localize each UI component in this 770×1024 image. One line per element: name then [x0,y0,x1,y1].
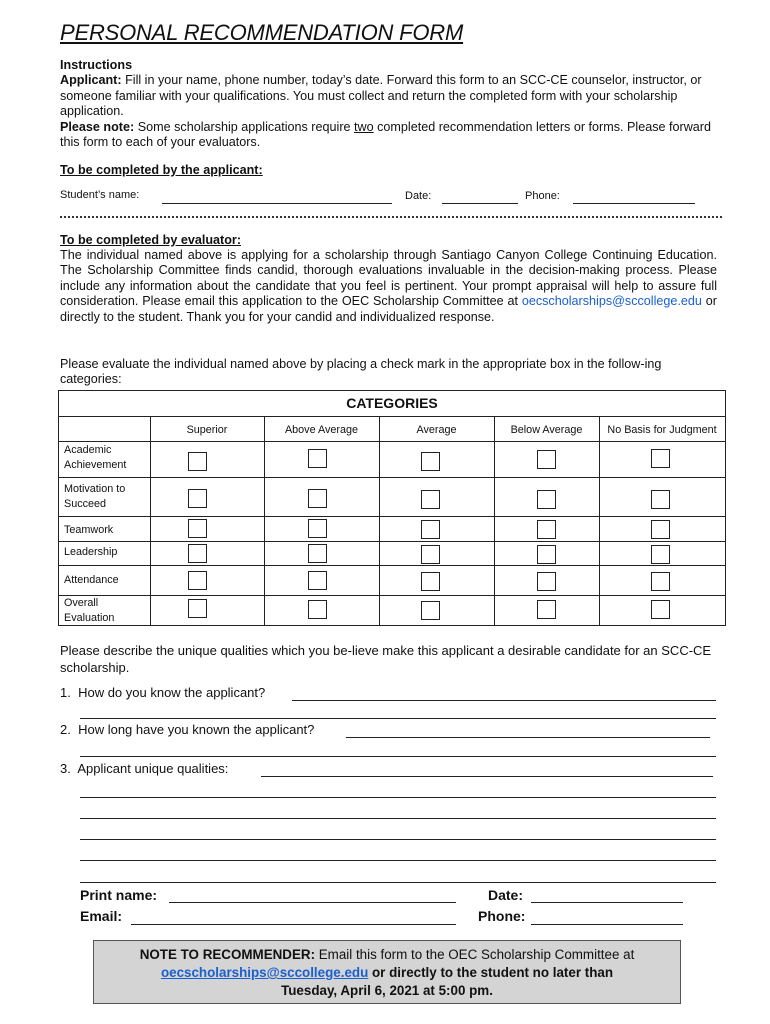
please-note [60,120,720,151]
table-divider [59,565,725,566]
checkbox-teamwork-no-basis[interactable] [651,520,670,539]
checkbox-leadership-superior[interactable] [188,544,207,563]
applicant-instructions [60,73,720,119]
answer-1-line[interactable] [292,700,716,701]
evaluator-section-heading: To be completed by evaluator: [60,233,242,247]
checkbox-attendance-above-average[interactable] [308,571,327,590]
checkbox-attendance-no-basis[interactable] [651,572,670,591]
checkbox-academic-above-average[interactable] [308,449,327,468]
checkbox-leadership-average[interactable] [421,545,440,564]
note-two: two [354,119,374,134]
row-label-overall [64,596,114,626]
question-text: How long have you known the applicant? [78,722,315,737]
column-header-no-basis: No Basis for Judgment [607,424,717,436]
question-text: How do you know the applicant? [78,685,266,700]
checkbox-overall-below-average[interactable] [537,600,556,619]
note-box-text-1: Email this form to the OEC Scholarship Committee at [315,947,635,962]
answer-3-line[interactable] [80,818,716,819]
evaluator-text [60,248,717,325]
checkbox-leadership-below-average[interactable] [537,545,556,564]
table-divider [59,595,725,596]
row-label-line: Evaluation [64,612,115,624]
column-header-superior: Superior [186,424,228,436]
checkbox-academic-average[interactable] [421,452,440,471]
answer-1-line[interactable] [80,718,716,719]
row-label-line: Achievement [64,459,127,471]
row-label-line: Leadership [64,546,118,558]
checkbox-teamwork-below-average[interactable] [537,520,556,539]
checkbox-motivation-above-average[interactable] [308,489,327,508]
separator [60,216,722,218]
row-label-line: Motivation to [64,483,126,495]
row-label-line: Teamwork [64,524,114,536]
table-divider [150,417,151,625]
committee-email-link[interactable]: oecscholarships@sccollege.edu [521,294,702,309]
checkbox-teamwork-superior[interactable] [188,519,207,538]
column-header-average: Average [416,424,457,436]
table-divider [59,477,725,478]
phone-label: Phone: [525,190,560,202]
question-number: 1. [60,685,71,700]
question-2 [60,722,314,737]
table-divider [59,541,725,542]
checkbox-motivation-below-average[interactable] [537,490,556,509]
checkbox-attendance-superior[interactable] [188,571,207,590]
evaluator-text-2: or directly to the student. Thank you for your candid and individualized response. [60,294,717,324]
row-label-line: Academic [64,444,112,456]
question-number: 3. [60,761,71,776]
instructions-block [60,58,720,150]
answer-2-line[interactable] [346,737,710,738]
checkbox-motivation-superior[interactable] [188,489,207,508]
page-title: PERSONAL RECOMMENDATION FORM [60,20,464,45]
checkbox-attendance-below-average[interactable] [537,572,556,591]
note-box-email-link[interactable]: oecscholarships@sccollege.edu [160,965,369,980]
question-3 [60,761,228,776]
print-name-label: Print name: [80,887,158,903]
checkbox-overall-average[interactable] [421,601,440,620]
checkbox-attendance-average[interactable] [421,572,440,591]
note-text-2: completed recommendation letters or forms. Please forward this form to each of your evaluators. [60,119,711,150]
question-1 [60,685,265,700]
row-label-line: Succeed [64,498,107,510]
row-label-motivation [64,482,125,512]
note-box-text-2: or directly to the student no later than [368,965,614,980]
answer-3-line[interactable] [261,776,713,777]
checkbox-leadership-above-average[interactable] [308,544,327,563]
checkbox-teamwork-above-average[interactable] [308,519,327,538]
checkbox-motivation-no-basis[interactable] [651,490,670,509]
table-divider [59,516,725,517]
print-name-field[interactable] [169,902,456,903]
note-text-1: Some scholarship applications require [134,119,355,134]
row-label-teamwork [64,523,113,538]
applicant-section-heading: To be completed by the applicant: [60,163,263,177]
checkbox-overall-above-average[interactable] [308,600,327,619]
evaluate-instructions: Please evaluate the individual named above by placing a check mark in the appropriate box in the follow-ing categories: [60,357,662,387]
signature-date-field[interactable] [531,902,683,903]
table-divider [379,417,380,625]
answer-2-line[interactable] [80,756,716,757]
answer-3-line[interactable] [80,882,716,883]
answer-3-line[interactable] [80,839,716,840]
row-label-leadership [64,545,117,560]
phone-field[interactable] [573,203,695,204]
student-name-field[interactable] [162,203,392,204]
note-line-1 [94,946,680,964]
column-header-above-average: Above Average [284,424,359,436]
note-line-2 [94,964,680,982]
table-divider [59,441,725,442]
row-label-academic [64,443,126,473]
checkbox-teamwork-average[interactable] [421,520,440,539]
categories-title: CATEGORIES [59,391,725,417]
note-label: Please note: [60,119,135,134]
describe-text: Please describe the unique qualities which you be-lieve make this applicant a desirable candidate for an SCC-CE scholarship. [60,643,712,675]
note-box-label: NOTE TO RECOMMENDER: [139,947,316,962]
note-box-deadline: Tuesday, April 6, 2021 at 5:00 pm. [281,983,493,998]
checkbox-leadership-no-basis[interactable] [651,545,670,564]
checkbox-overall-no-basis[interactable] [651,600,670,619]
signature-phone-field[interactable] [531,924,683,925]
categories-table [58,390,726,626]
checkbox-motivation-average[interactable] [421,490,440,509]
question-text: Applicant unique qualities: [77,761,229,776]
note-to-recommender [93,940,681,1004]
checkbox-academic-no-basis[interactable] [651,449,670,468]
checkbox-academic-superior[interactable] [188,452,207,471]
table-divider [264,417,265,625]
date-label: Date: [405,190,432,202]
applicant-text: Fill in your name, phone number, today’s date. Forward this form to an SCC-CE counselor, instructor, or someone familiar with your qualifications. You must collect and return the completed form with your scholarship application. [60,73,702,119]
signature-date-label: Date: [488,887,524,903]
instructions-heading: Instructions [60,58,133,72]
date-field[interactable] [442,203,518,204]
table-divider [599,417,600,625]
email-label: Email: [80,908,123,924]
answer-3-line[interactable] [80,860,716,861]
column-header-below-average: Below Average [510,424,583,436]
evaluator-text-1: The individual named above is applying for a scholarship through Santiago Canyon College Continuing Education. The Scholarship Committee finds candid, thorough evaluations invaluable in the decision-making process. Please include any information about the candidate that you feel is pertinent. Your prompt appraisal will help to assure full consideration. Please email this application to the OEC Scholarship Committee at [60,248,717,309]
student-name-label: Student’s name: [60,189,140,201]
checkbox-overall-superior[interactable] [188,599,207,618]
question-number: 2. [60,722,71,737]
answer-3-line[interactable] [80,797,716,798]
signature-phone-label: Phone: [478,908,526,924]
email-field[interactable] [131,924,456,925]
row-label-attendance [64,573,119,588]
row-label-line: Attendance [64,574,119,586]
applicant-label: Applicant: [60,73,122,88]
checkbox-academic-below-average[interactable] [537,450,556,469]
table-divider [494,417,495,625]
row-label-line: Overall [64,597,99,609]
